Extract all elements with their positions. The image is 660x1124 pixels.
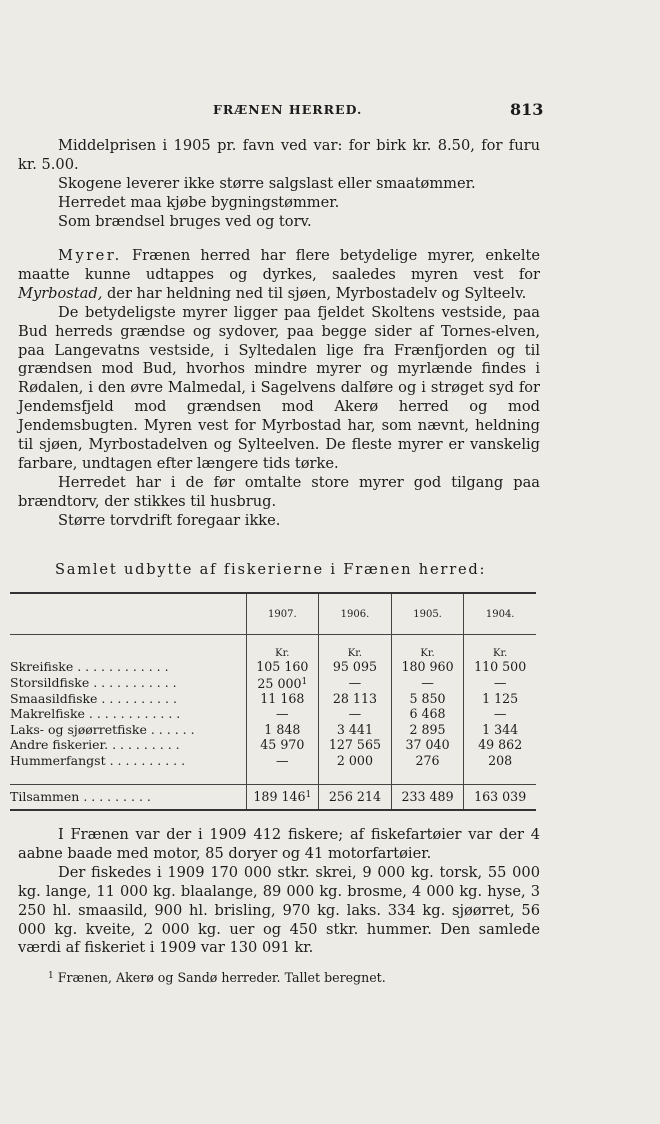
fishery-text [18, 826, 540, 958]
total-cell: 256 214 [319, 784, 392, 810]
table-row [10, 737, 536, 753]
cell: 5 850 [391, 691, 464, 707]
cell-value: 25 000 [257, 675, 302, 691]
cell: 1 848 [246, 722, 319, 738]
total-cell: 233 489 [391, 784, 464, 810]
text-run: Frænen herred har flere betydelige myrer, enkelte maatte kunne udtappes og dyrkes, saaledes myren vest for [18, 247, 541, 283]
cell: 110 500 [464, 659, 536, 675]
cell: 95 095 [319, 659, 392, 675]
page-number: 813 [510, 100, 544, 119]
cell: — [464, 706, 536, 722]
total-row [10, 784, 536, 810]
cell: 49 862 [464, 737, 536, 753]
spacer [319, 768, 392, 784]
spacer [464, 768, 536, 784]
unit-label: Kr. [319, 635, 392, 660]
year-header: 1906. [319, 593, 392, 635]
cell: 208 [464, 753, 536, 769]
row-label: Hummerfangst . . . . . . . . . . [10, 752, 186, 768]
paragraph: Som brændsel bruges ved og torv. [58, 212, 312, 230]
cell: 28 113 [319, 691, 392, 707]
total-label: Tilsammen . . . . . . . . . [10, 784, 246, 810]
cell: 2 895 [391, 722, 464, 738]
unit-blank [10, 635, 246, 660]
place-name: Myrbostad, [18, 284, 103, 302]
row-label: Storsildfiske . . . . . . . . . . . [10, 675, 177, 690]
unit-label: Kr. [246, 635, 319, 660]
cell: 105 160 [246, 659, 319, 675]
cell: — [391, 675, 464, 691]
paragraph: Herredet har i de før omtalte store myrer god tilgang paa brændtorv, der stikkes til husbrug. [18, 473, 540, 510]
table-row [10, 706, 536, 722]
footnote-ref: 1 [305, 790, 312, 800]
cell-value: 189 146 [253, 789, 306, 804]
cell: 1 125 [464, 691, 536, 707]
cell: 127 565 [319, 737, 392, 753]
paragraph: Middelprisen i 1905 pr. favn ved var: for birk kr. 8.50, for furu kr. 5.00. [18, 137, 540, 173]
unit-row [10, 635, 536, 660]
paragraph: Større torvdrift foregaar ikke. [58, 511, 281, 529]
cell: 45 970 [246, 737, 319, 753]
total-cell: 163 039 [464, 784, 536, 810]
paragraph: Herredet maa kjøbe bygningstømmer. [58, 193, 340, 211]
table-row [10, 675, 536, 691]
table-row [10, 659, 536, 675]
fisheries-table [10, 592, 536, 811]
footnote-text: Frænen, Akerø og Sandø herreder. Tallet beregnet. [57, 970, 386, 985]
myrer-section [18, 247, 540, 531]
text-run: der har heldning ned til sjøen, Myrbostadelv og Sylteelv. [102, 284, 527, 302]
table-row [10, 691, 536, 707]
running-title: FRÆNEN HERRED. [213, 102, 363, 117]
row-label: Laks- og sjøørretfiske . . . . . . [10, 721, 195, 737]
year-header: 1907. [246, 593, 319, 635]
paragraph: De betydeligste myrer ligger paa fjeldet Skoltens vestside, paa Bud herreds grændse og sydover, paa begge sider af Tornes-elven, paa Langevatns vestside, i Syltedalen lige fra Frænfjorden og til grændsen mod Bud, hvorhos mindre myrer og myrlænde findes i Rødalen, i den øvre Malmedal, i Sagelvens dalføre og i strøget syd for Jendemsfjeld mod grændsen mod Akerø herred og mod Jendemsbugten. Myren vest for Myrbostad har, som nævnt, heldning til sjøen, Myrbostadelven og Sylteelven. De fleste myrer er vanskelig farbare, undtagen efter længere tids tørke. [18, 303, 540, 472]
year-header: 1905. [391, 593, 464, 635]
cell: 11 168 [246, 691, 319, 707]
header-blank [10, 593, 246, 635]
footnote-ref: 1 [301, 676, 308, 687]
spacer [10, 768, 246, 784]
paragraph [18, 247, 540, 304]
paragraph: I Frænen var der i 1909 412 fiskere; af fiskefartøier var der 4 aabne baade med motor, 85 doryer og 41 motorfartøier. [18, 826, 540, 862]
footnote-mark: 1 [48, 971, 54, 981]
cell: 2 000 [319, 753, 392, 769]
row-label: Skreifiske . . . . . . . . . . . . [10, 659, 169, 675]
unit-label: Kr. [391, 635, 464, 660]
paragraph: Skogene leverer ikke større salgslast eller smaatømmer. [58, 174, 476, 192]
table-header-row [10, 593, 536, 635]
row-label: Smaasildfiske . . . . . . . . . . [10, 690, 177, 706]
row-label: Makrelfiske . . . . . . . . . . . . [10, 706, 181, 722]
spacer [391, 768, 464, 784]
cell: — [319, 675, 392, 691]
cell: 1 344 [464, 722, 536, 738]
paragraph: Der fiskedes i 1909 170 000 stkr. skrei, 9 000 kg. torsk, 55 000 kg. lange, 11 000 kg. blaalange, 89 000 kg. brosme, 4 000 kg. hyse, 3 250 hl. smaasild, 900 hl. brisling, 970 kg. laks. 334 kg. sjøørret, 56 000 kg. kveite, 2 000 kg. uer og 450 stkr. hummer. Den samlede værdi af fiskeriet i 1909 var 130 091 kr. [18, 863, 540, 957]
cell: — [464, 675, 536, 691]
cell: 3 441 [319, 722, 392, 738]
cell: — [246, 753, 319, 769]
section-heading: Myrer. [58, 247, 122, 264]
row-label: Andre fiskerier. . . . . . . . . . [10, 737, 180, 753]
forest-section [18, 137, 540, 232]
spacer [246, 768, 319, 784]
year-header: 1904. [464, 593, 536, 635]
unit-label: Kr. [464, 635, 536, 660]
table-row [10, 722, 536, 738]
cell: — [319, 706, 392, 722]
page-header [0, 100, 660, 120]
cell: 37 040 [391, 737, 464, 753]
table-caption: Samlet udbytte af fiskerierne i Frænen herred: [55, 561, 487, 578]
footnote [48, 970, 386, 985]
cell [246, 675, 319, 691]
spacer-row [10, 768, 536, 784]
cell: 180 960 [391, 659, 464, 675]
cell: — [246, 706, 319, 722]
table-row [10, 753, 536, 769]
cell: 6 468 [391, 706, 464, 722]
total-cell [246, 784, 319, 810]
cell: 276 [391, 753, 464, 769]
